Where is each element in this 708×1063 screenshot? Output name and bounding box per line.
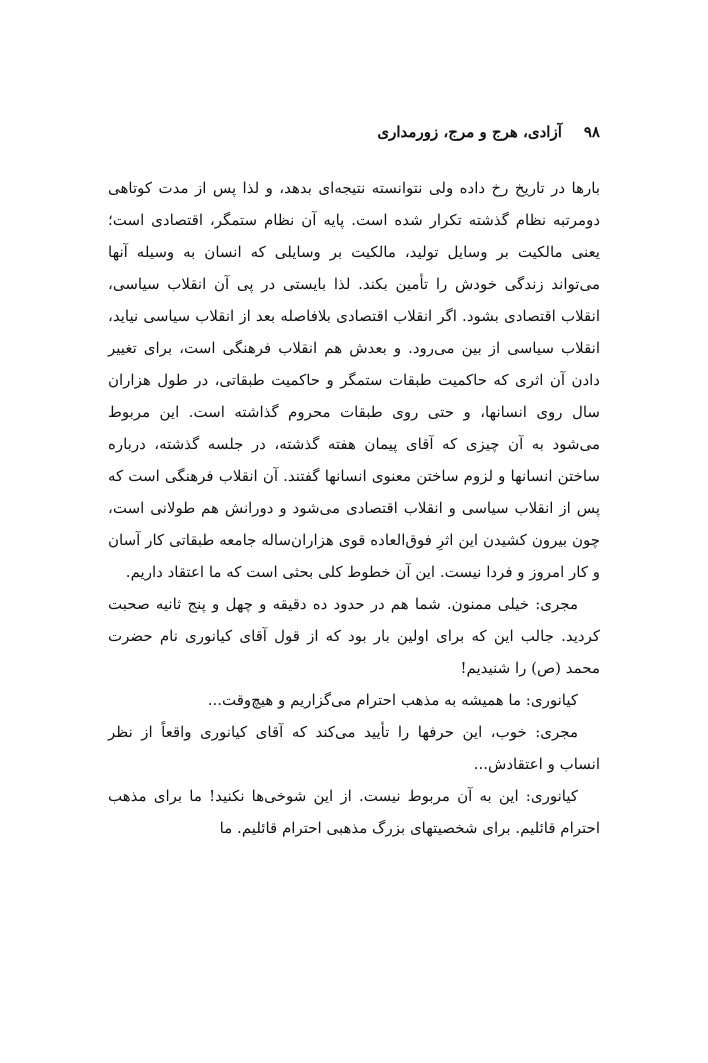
running-title: آزادی، هرج و مرج، زورمداری: [377, 123, 562, 141]
paragraph-host-thanks: مجری: خیلی ممنون. شما هم در حدود ده دقیقه و چهل و پنج ثانیه صحبت کردید. جالب این که برای اولین بار بود که از قول آقای کیانوری نام حضرت محمد (ص) را شنیدیم!: [108, 595, 600, 677]
body-text: [108, 172, 600, 844]
paragraph-kianouri-reply: کیانوری: این به آن مربوط نیست. از این شوخی‌ها نکنید! ما برای مذهب احترام قائلیم. برای شخصیتهای بزرگ مذهبی احترام قائلیم. ما: [108, 787, 600, 837]
paragraph-kianouri-respect: کیانوری: ما همیشه به مذهب احترام می‌گزاریم و هیچ‌وقت...: [207, 691, 578, 709]
paragraph-host-confirm: مجری: خوب، این حرفها را تأیید می‌کند که آقای کیانوری واقعاً از نظر انساب و اعتقادش...: [108, 723, 600, 773]
page-header: [108, 120, 600, 144]
paragraph-kianouri-revolution: بارها در تاریخ رخ داده ولی نتوانسته نتیجه‌ای بدهد، و لذا پس از مدت کوتاهی دومرتبه نظام گذشته تکرار شده است. پایه آن نظام ستمگر، اقتصادی است؛ یعنی مالکیت بر وسایل تولید، مالکیت بر وسایلی که انسان به وسیله آنها می‌تواند زندگی خودش را تأمین بکند. لذا بایستی در پی آن انقلاب سیاسی، انقلاب اقتصادی بشود. اگر انقلاب اقتصادی بلافاصله بعد از انقلاب سیاسی نیاید، انقلاب سیاسی از بین می‌رود. و بعدش هم انقلاب فرهنگی است، برای تغییر دادن آن اثری که حاکمیت طبقات ستمگر و حاکمیت طبقاتی، در طول هزاران سال روی انسانها، و حتی روی طبقات محروم گذاشته است. این مربوط می‌شود به آن چیزی که آقای پیمان هفته گذشته، در جلسه گذشته، درباره ساختن انسانها و لزوم ساختن معنوی انسانها گفتند. آن انقلاب فرهنگی است که پس از انقلاب سیاسی و انقلاب اقتصادی می‌شود و دورانش هم طولانی است، چون بیرون کشیدن این اثرِ فوق‌العاده قوی هزاران‌ساله جامعه طبقاتی کار آسان و کار امروز و فردا نیست. این آن خطوط کلی بحثی است که ما اعتقاد داریم.: [108, 179, 600, 581]
page-number: ۹۸: [583, 123, 600, 141]
